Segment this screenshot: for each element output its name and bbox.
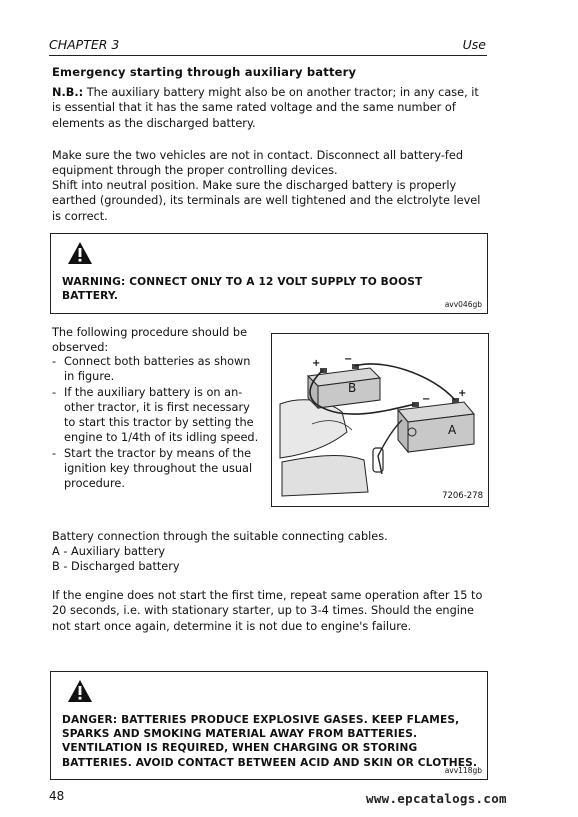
figure-plus-b: + [312,358,321,369]
battery-connection-figure [271,333,489,507]
paragraph-neutral: Shift into neutral position. Make sure the discharged battery is properly earthed (grounded), its terminals are well tightened and the elctrolyte level is correct. [52,179,481,223]
warning-box [50,233,488,314]
procedure-list [52,354,264,492]
danger-triangle-icon [67,679,93,703]
procedure-step: - If the auxiliary battery is on an-other tractor, it is first necessary to start this tractor by setting the engine to 1/4th of its idling speed. [52,385,264,446]
danger-code: avv118gb [444,766,482,775]
nb-text: The auxiliary battery might also be on another tractor; in any case, it is essential that it has the same rated voltage and the same number of elements as the discharged battery. [52,86,479,130]
legend-b: B - Discharged battery [52,560,180,573]
danger-box [50,671,488,780]
procedure-step: - Start the tractor by means of the ignition key throughout the usual procedure. [52,446,264,492]
section-header: Use [462,37,486,52]
warning-text: WARNING: CONNECT ONLY TO A 12 VOLT SUPPLY TO BOOST BATTERY. [62,276,423,303]
chapter-header: CHAPTER 3 [49,37,120,52]
danger-text: DANGER: BATTERIES PRODUCE EXPLOSIVE GASES. KEEP FLAMES, SPARKS AND SMOKING MATERIAL AWAY FROM BATTERIES. VENTILATION IS REQUIRED, WHEN CHARGING OR STORING BATTERIES. AVOID CONTACT BETWEEN ACID AND SKIN OR CLOTHES. [62,714,478,769]
figure-caption: 7206-278 [442,491,483,501]
warning-code: avv046gb [444,300,482,309]
legend-a: A - Auxiliary battery [52,545,166,558]
section-title: Emergency starting through auxiliary battery [52,65,357,79]
battery-b [308,364,380,408]
watermark: www.epcatalogs.com [366,791,507,806]
header-rule [49,55,487,56]
battery-diagram [272,334,488,506]
figure-plus-a: + [458,388,467,399]
paragraph-restart: If the engine does not start the first time, repeat same operation after 15 to 20 seconds, i.e. with stationary starter, up to 3-4 times. Should the engine not start once again, determine it is not due to engine's failure. [52,589,483,633]
figure-label-a: A [448,423,457,437]
procedure-intro: The following procedure should be observed: [52,326,248,355]
warning-triangle-icon [67,241,93,265]
nb-label: N.B.: [52,86,84,99]
nb-paragraph [52,85,484,131]
connection-line: Battery connection through the suitable connecting cables. [52,530,388,543]
figure-minus-b: − [344,354,353,365]
page-number: 48 [49,789,65,803]
figure-minus-a: − [422,394,431,405]
figure-label-b: B [348,381,357,395]
procedure-step: - Connect both batteries as shown in figure. [52,354,264,385]
paragraph-disconnect: Make sure the two vehicles are not in contact. Disconnect all battery-fed equipment through the proper controlling devices. [52,149,463,178]
